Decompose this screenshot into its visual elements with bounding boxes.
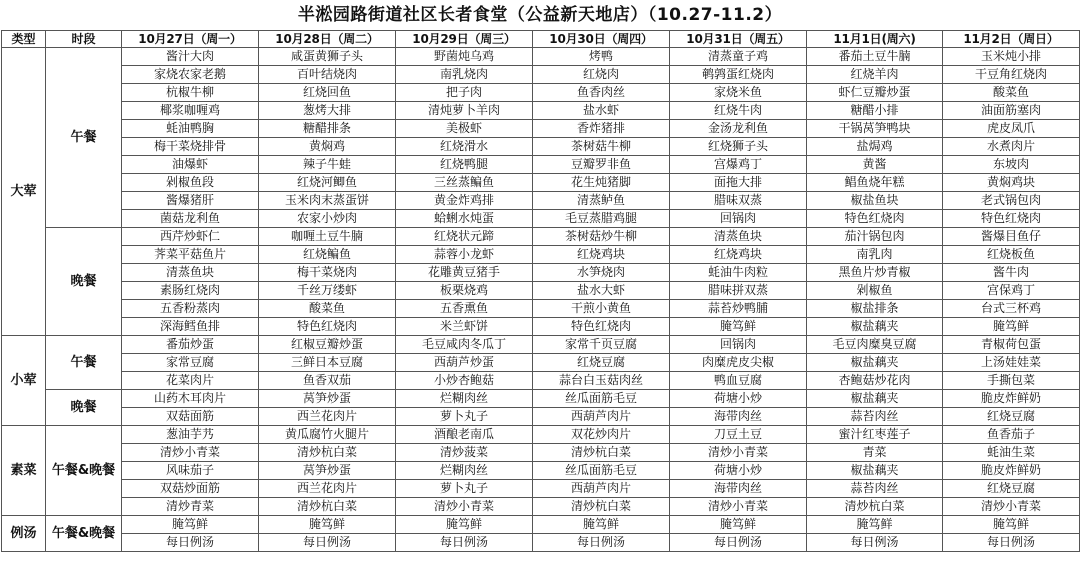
dish-cell: 风味茄子 bbox=[122, 462, 259, 480]
dish-cell: 腌笃鲜 bbox=[122, 516, 259, 534]
dish-cell: 鲳鱼烧年糕 bbox=[807, 174, 943, 192]
table-row bbox=[2, 336, 1080, 354]
table-row bbox=[2, 534, 1080, 552]
dish-cell: 宫爆鸡丁 bbox=[670, 156, 807, 174]
dish-cell: 青椒荷包蛋 bbox=[943, 336, 1080, 354]
category-cell: 大荤 bbox=[2, 48, 46, 336]
dish-cell: 特色红烧肉 bbox=[943, 210, 1080, 228]
dish-cell: 家烧农家老鹅 bbox=[122, 66, 259, 84]
header-day: 10月30日（周四） bbox=[533, 31, 670, 48]
table-row bbox=[2, 156, 1080, 174]
dish-cell: 虾仁豆瓣炒蛋 bbox=[807, 84, 943, 102]
dish-cell: 面拖大排 bbox=[670, 174, 807, 192]
dish-cell: 红烧牛肉 bbox=[670, 102, 807, 120]
dish-cell: 红烧状元蹄 bbox=[396, 228, 533, 246]
dish-cell: 东坡肉 bbox=[943, 156, 1080, 174]
dish-cell: 椒盐藕夹 bbox=[807, 462, 943, 480]
dish-cell: 家常千页豆腐 bbox=[533, 336, 670, 354]
dish-cell: 梅干菜烧排骨 bbox=[122, 138, 259, 156]
dish-cell: 山药木耳肉片 bbox=[122, 390, 259, 408]
table-row bbox=[2, 264, 1080, 282]
dish-cell: 腌笃鲜 bbox=[943, 318, 1080, 336]
category-cell: 素菜 bbox=[2, 426, 46, 516]
period-cell: 午餐 bbox=[46, 48, 122, 228]
period-cell: 午餐&晚餐 bbox=[46, 426, 122, 516]
page-title: 半淞园路街道社区长者食堂（公益新天地店）（10.27-11.2） bbox=[297, 5, 783, 25]
dish-cell: 清蒸鱼块 bbox=[122, 264, 259, 282]
dish-cell: 椒盐藕夹 bbox=[807, 390, 943, 408]
dish-cell: 海带肉丝 bbox=[670, 408, 807, 426]
dish-cell: 上汤娃娃菜 bbox=[943, 354, 1080, 372]
period-cell: 晚餐 bbox=[46, 228, 122, 336]
header-period: 时段 bbox=[46, 31, 122, 48]
dish-cell: 干煎小黄鱼 bbox=[533, 300, 670, 318]
dish-cell: 红椒豆瓣炒蛋 bbox=[259, 336, 396, 354]
dish-cell: 蚝油牛肉粒 bbox=[670, 264, 807, 282]
dish-cell: 蒜台白玉菇肉丝 bbox=[533, 372, 670, 390]
table-row bbox=[2, 282, 1080, 300]
dish-cell: 鸭血豆腐 bbox=[670, 372, 807, 390]
dish-cell: 清炒杭白菜 bbox=[533, 498, 670, 516]
dish-cell: 椰浆咖喱鸡 bbox=[122, 102, 259, 120]
header-day: 10月27日（周一） bbox=[122, 31, 259, 48]
dish-cell: 烂糊肉丝 bbox=[396, 390, 533, 408]
table-header-row bbox=[2, 31, 1080, 48]
dish-cell: 蚝油生菜 bbox=[943, 444, 1080, 462]
dish-cell: 盐水大虾 bbox=[533, 282, 670, 300]
table-row bbox=[2, 462, 1080, 480]
dish-cell: 梅干菜烧肉 bbox=[259, 264, 396, 282]
dish-cell: 清炒小青菜 bbox=[396, 498, 533, 516]
table-row bbox=[2, 246, 1080, 264]
dish-cell: 特色红烧肉 bbox=[259, 318, 396, 336]
dish-cell: 腌笃鲜 bbox=[670, 516, 807, 534]
dish-cell: 干锅莴笋鸭块 bbox=[807, 120, 943, 138]
dish-cell: 红烧豆腐 bbox=[943, 408, 1080, 426]
dish-cell: 把子肉 bbox=[396, 84, 533, 102]
dish-cell: 萝卜丸子 bbox=[396, 408, 533, 426]
dish-cell: 酱牛肉 bbox=[943, 264, 1080, 282]
dish-cell: 鱼香茄子 bbox=[943, 426, 1080, 444]
dish-cell: 红烧羊肉 bbox=[807, 66, 943, 84]
dish-cell: 特色红烧肉 bbox=[533, 318, 670, 336]
dish-cell: 椒盐藕夹 bbox=[807, 354, 943, 372]
dish-cell: 红烧肉 bbox=[533, 66, 670, 84]
dish-cell: 腌笃鲜 bbox=[533, 516, 670, 534]
dish-cell: 椒盐排条 bbox=[807, 300, 943, 318]
dish-cell: 脆皮炸鲜奶 bbox=[943, 462, 1080, 480]
dish-cell: 手撕包菜 bbox=[943, 372, 1080, 390]
dish-cell: 刀豆土豆 bbox=[670, 426, 807, 444]
table-row bbox=[2, 426, 1080, 444]
dish-cell: 西葫芦肉片 bbox=[533, 480, 670, 498]
dish-cell: 杭椒牛柳 bbox=[122, 84, 259, 102]
dish-cell: 油面筋塞肉 bbox=[943, 102, 1080, 120]
dish-cell: 黄焖鸡 bbox=[259, 138, 396, 156]
dish-cell: 黄金炸鸡排 bbox=[396, 192, 533, 210]
dish-cell: 每日例汤 bbox=[122, 534, 259, 552]
dish-cell: 清炒小青菜 bbox=[943, 498, 1080, 516]
menu-body bbox=[2, 48, 1080, 552]
table-row bbox=[2, 84, 1080, 102]
dish-cell: 清炖萝卜羊肉 bbox=[396, 102, 533, 120]
dish-cell: 家烧米鱼 bbox=[670, 84, 807, 102]
dish-cell: 咖喱土豆牛腩 bbox=[259, 228, 396, 246]
period-cell: 午餐 bbox=[46, 336, 122, 390]
dish-cell: 花生炖猪脚 bbox=[533, 174, 670, 192]
dish-cell: 每日例汤 bbox=[533, 534, 670, 552]
dish-cell: 青菜 bbox=[807, 444, 943, 462]
table-row bbox=[2, 228, 1080, 246]
dish-cell: 清炒杭白菜 bbox=[259, 444, 396, 462]
dish-cell: 盐焗鸡 bbox=[807, 138, 943, 156]
table-row bbox=[2, 408, 1080, 426]
dish-cell: 虎皮凤爪 bbox=[943, 120, 1080, 138]
category-cell: 例汤 bbox=[2, 516, 46, 552]
dish-cell: 辣子牛蛙 bbox=[259, 156, 396, 174]
dish-cell: 特色红烧肉 bbox=[807, 210, 943, 228]
dish-cell: 腊味拼双蒸 bbox=[670, 282, 807, 300]
dish-cell: 蒜苔炒鸭脯 bbox=[670, 300, 807, 318]
dish-cell: 毛豆肉糜臭豆腐 bbox=[807, 336, 943, 354]
table-row bbox=[2, 102, 1080, 120]
dish-cell: 每日例汤 bbox=[259, 534, 396, 552]
dish-cell: 玉米肉末蒸蛋饼 bbox=[259, 192, 396, 210]
dish-cell: 剁椒鱼段 bbox=[122, 174, 259, 192]
dish-cell: 剁椒鱼 bbox=[807, 282, 943, 300]
dish-cell: 五香熏鱼 bbox=[396, 300, 533, 318]
header-day: 10月28日（周二） bbox=[259, 31, 396, 48]
period-cell: 晚餐 bbox=[46, 390, 122, 426]
category-cell: 小荤 bbox=[2, 336, 46, 426]
dish-cell: 红烧回鱼 bbox=[259, 84, 396, 102]
dish-cell: 烂糊肉丝 bbox=[396, 462, 533, 480]
dish-cell: 水煮肉片 bbox=[943, 138, 1080, 156]
dish-cell: 红烧鸭腿 bbox=[396, 156, 533, 174]
dish-cell: 肉糜虎皮尖椒 bbox=[670, 354, 807, 372]
dish-cell: 椒盐鱼块 bbox=[807, 192, 943, 210]
dish-cell: 千丝万缕虾 bbox=[259, 282, 396, 300]
dish-cell: 丝瓜面筋毛豆 bbox=[533, 462, 670, 480]
dish-cell: 红烧豆腐 bbox=[533, 354, 670, 372]
dish-cell: 清蒸童子鸡 bbox=[670, 48, 807, 66]
dish-cell: 葱烤大排 bbox=[259, 102, 396, 120]
period-cell: 午餐&晚餐 bbox=[46, 516, 122, 552]
dish-cell: 红烧河鲫鱼 bbox=[259, 174, 396, 192]
dish-cell: 家常豆腐 bbox=[122, 354, 259, 372]
dish-cell: 米兰虾饼 bbox=[396, 318, 533, 336]
dish-cell: 豆瓣罗非鱼 bbox=[533, 156, 670, 174]
dish-cell: 丝瓜面筋毛豆 bbox=[533, 390, 670, 408]
dish-cell: 脆皮炸鲜奶 bbox=[943, 390, 1080, 408]
menu-table bbox=[1, 30, 1080, 552]
dish-cell: 蜜汁红枣莲子 bbox=[807, 426, 943, 444]
table-row bbox=[2, 480, 1080, 498]
table-row bbox=[2, 210, 1080, 228]
dish-cell: 美极虾 bbox=[396, 120, 533, 138]
dish-cell: 荷塘小炒 bbox=[670, 462, 807, 480]
dish-cell: 蚝油鸭胸 bbox=[122, 120, 259, 138]
dish-cell: 宫保鸡丁 bbox=[943, 282, 1080, 300]
dish-cell: 香炸猪排 bbox=[533, 120, 670, 138]
table-row bbox=[2, 66, 1080, 84]
dish-cell: 油爆虾 bbox=[122, 156, 259, 174]
dish-cell: 酱爆猪肝 bbox=[122, 192, 259, 210]
dish-cell: 金汤龙利鱼 bbox=[670, 120, 807, 138]
dish-cell: 清炒菠菜 bbox=[396, 444, 533, 462]
dish-cell: 椒盐藕夹 bbox=[807, 318, 943, 336]
dish-cell: 清炒青菜 bbox=[122, 498, 259, 516]
dish-cell: 三鲜日本豆腐 bbox=[259, 354, 396, 372]
header-type: 类型 bbox=[2, 31, 46, 48]
table-row bbox=[2, 138, 1080, 156]
dish-cell: 回锅肉 bbox=[670, 336, 807, 354]
dish-cell: 红烧板鱼 bbox=[943, 246, 1080, 264]
dish-cell: 双菇面筋 bbox=[122, 408, 259, 426]
dish-cell: 盐水虾 bbox=[533, 102, 670, 120]
dish-cell: 玉米炖小排 bbox=[943, 48, 1080, 66]
dish-cell: 农家小炒肉 bbox=[259, 210, 396, 228]
dish-cell: 板栗烧鸡 bbox=[396, 282, 533, 300]
dish-cell: 双菇炒面筋 bbox=[122, 480, 259, 498]
dish-cell: 小炒杏鲍菇 bbox=[396, 372, 533, 390]
dish-cell: 茄汁锅包肉 bbox=[807, 228, 943, 246]
dish-cell: 西兰花肉片 bbox=[259, 480, 396, 498]
table-row bbox=[2, 318, 1080, 336]
dish-cell: 酸菜鱼 bbox=[943, 84, 1080, 102]
dish-cell: 清炒小青菜 bbox=[670, 498, 807, 516]
dish-cell: 水笋烧肉 bbox=[533, 264, 670, 282]
dish-cell: 百叶结烧肉 bbox=[259, 66, 396, 84]
dish-cell: 黄酱 bbox=[807, 156, 943, 174]
dish-cell: 莴笋炒蛋 bbox=[259, 390, 396, 408]
dish-cell: 红烧鸡块 bbox=[670, 246, 807, 264]
dish-cell: 毛豆蒸腊鸡腿 bbox=[533, 210, 670, 228]
dish-cell: 双花炒肉片 bbox=[533, 426, 670, 444]
dish-cell: 野菌炖乌鸡 bbox=[396, 48, 533, 66]
dish-cell: 鹌鹑蛋红烧肉 bbox=[670, 66, 807, 84]
table-row bbox=[2, 516, 1080, 534]
dish-cell: 蒜苔肉丝 bbox=[807, 480, 943, 498]
dish-cell: 深海鳕鱼排 bbox=[122, 318, 259, 336]
dish-cell: 海带肉丝 bbox=[670, 480, 807, 498]
dish-cell: 糖醋小排 bbox=[807, 102, 943, 120]
dish-cell: 西芹炒虾仁 bbox=[122, 228, 259, 246]
header-day: 10月31日（周五） bbox=[670, 31, 807, 48]
dish-cell: 菌菇龙利鱼 bbox=[122, 210, 259, 228]
dish-cell: 每日例汤 bbox=[807, 534, 943, 552]
dish-cell: 茶树菇牛柳 bbox=[533, 138, 670, 156]
dish-cell: 黄焖鸡块 bbox=[943, 174, 1080, 192]
dish-cell: 腊味双蒸 bbox=[670, 192, 807, 210]
dish-cell: 腌笃鲜 bbox=[943, 516, 1080, 534]
dish-cell: 番茄土豆牛腩 bbox=[807, 48, 943, 66]
dish-cell: 荠菜平菇鱼片 bbox=[122, 246, 259, 264]
dish-cell: 三丝蒸鳊鱼 bbox=[396, 174, 533, 192]
table-row bbox=[2, 48, 1080, 66]
dish-cell: 五香粉蒸肉 bbox=[122, 300, 259, 318]
dish-cell: 南乳肉 bbox=[807, 246, 943, 264]
dish-cell: 番茄炒蛋 bbox=[122, 336, 259, 354]
dish-cell: 红烧滑水 bbox=[396, 138, 533, 156]
dish-cell: 花菜肉片 bbox=[122, 372, 259, 390]
dish-cell: 鱼香双茄 bbox=[259, 372, 396, 390]
dish-cell: 酸菜鱼 bbox=[259, 300, 396, 318]
dish-cell: 西葫芦炒蛋 bbox=[396, 354, 533, 372]
dish-cell: 酱汁大肉 bbox=[122, 48, 259, 66]
dish-cell: 腌笃鲜 bbox=[396, 516, 533, 534]
dish-cell: 西葫芦肉片 bbox=[533, 408, 670, 426]
dish-cell: 清炒杭白菜 bbox=[807, 498, 943, 516]
table-row bbox=[2, 192, 1080, 210]
dish-cell: 红烧鸡块 bbox=[533, 246, 670, 264]
dish-cell: 红烧狮子头 bbox=[670, 138, 807, 156]
table-row bbox=[2, 390, 1080, 408]
dish-cell: 素肠红烧肉 bbox=[122, 282, 259, 300]
table-row bbox=[2, 444, 1080, 462]
dish-cell: 茶树菇炒牛柳 bbox=[533, 228, 670, 246]
dish-cell: 清炒小青菜 bbox=[670, 444, 807, 462]
table-row bbox=[2, 372, 1080, 390]
dish-cell: 杏鲍菇炒花肉 bbox=[807, 372, 943, 390]
dish-cell: 腌笃鲜 bbox=[807, 516, 943, 534]
dish-cell: 每日例汤 bbox=[943, 534, 1080, 552]
dish-cell: 清炒小青菜 bbox=[122, 444, 259, 462]
dish-cell: 腌笃鲜 bbox=[259, 516, 396, 534]
dish-cell: 每日例汤 bbox=[396, 534, 533, 552]
dish-cell: 烤鸭 bbox=[533, 48, 670, 66]
dish-cell: 黄瓜腐竹火腿片 bbox=[259, 426, 396, 444]
dish-cell: 萝卜丸子 bbox=[396, 480, 533, 498]
dish-cell: 清炒杭白菜 bbox=[533, 444, 670, 462]
dish-cell: 西兰花肉片 bbox=[259, 408, 396, 426]
header-day: 10月29日（周三） bbox=[396, 31, 533, 48]
dish-cell: 莴笋炒蛋 bbox=[259, 462, 396, 480]
dish-cell: 每日例汤 bbox=[670, 534, 807, 552]
dish-cell: 清炒杭白菜 bbox=[259, 498, 396, 516]
dish-cell: 鱼香肉丝 bbox=[533, 84, 670, 102]
dish-cell: 酱爆目鱼仔 bbox=[943, 228, 1080, 246]
dish-cell: 清蒸鲈鱼 bbox=[533, 192, 670, 210]
dish-cell: 腌笃鲜 bbox=[670, 318, 807, 336]
dish-cell: 红烧鳊鱼 bbox=[259, 246, 396, 264]
dish-cell: 蒜苔肉丝 bbox=[807, 408, 943, 426]
table-row bbox=[2, 498, 1080, 516]
dish-cell: 葱油芋艿 bbox=[122, 426, 259, 444]
dish-cell: 干豆角红烧肉 bbox=[943, 66, 1080, 84]
dish-cell: 清蒸鱼块 bbox=[670, 228, 807, 246]
dish-cell: 南乳烧肉 bbox=[396, 66, 533, 84]
dish-cell: 花雕黄豆猪手 bbox=[396, 264, 533, 282]
dish-cell: 蛤蜊水炖蛋 bbox=[396, 210, 533, 228]
dish-cell: 老式锅包肉 bbox=[943, 192, 1080, 210]
table-row bbox=[2, 300, 1080, 318]
dish-cell: 回锅肉 bbox=[670, 210, 807, 228]
table-row bbox=[2, 120, 1080, 138]
header-day: 11月2日（周日） bbox=[943, 31, 1080, 48]
dish-cell: 毛豆咸肉冬瓜丁 bbox=[396, 336, 533, 354]
dish-cell: 红烧豆腐 bbox=[943, 480, 1080, 498]
dish-cell: 酒酿老南瓜 bbox=[396, 426, 533, 444]
dish-cell: 台式三杯鸡 bbox=[943, 300, 1080, 318]
dish-cell: 咸蛋黄狮子头 bbox=[259, 48, 396, 66]
header-day: 11月1日(周六) bbox=[807, 31, 943, 48]
table-row bbox=[2, 174, 1080, 192]
dish-cell: 荷塘小炒 bbox=[670, 390, 807, 408]
table-row bbox=[2, 354, 1080, 372]
dish-cell: 黑鱼片炒青椒 bbox=[807, 264, 943, 282]
dish-cell: 蒜蓉小龙虾 bbox=[396, 246, 533, 264]
dish-cell: 糖醋排条 bbox=[259, 120, 396, 138]
